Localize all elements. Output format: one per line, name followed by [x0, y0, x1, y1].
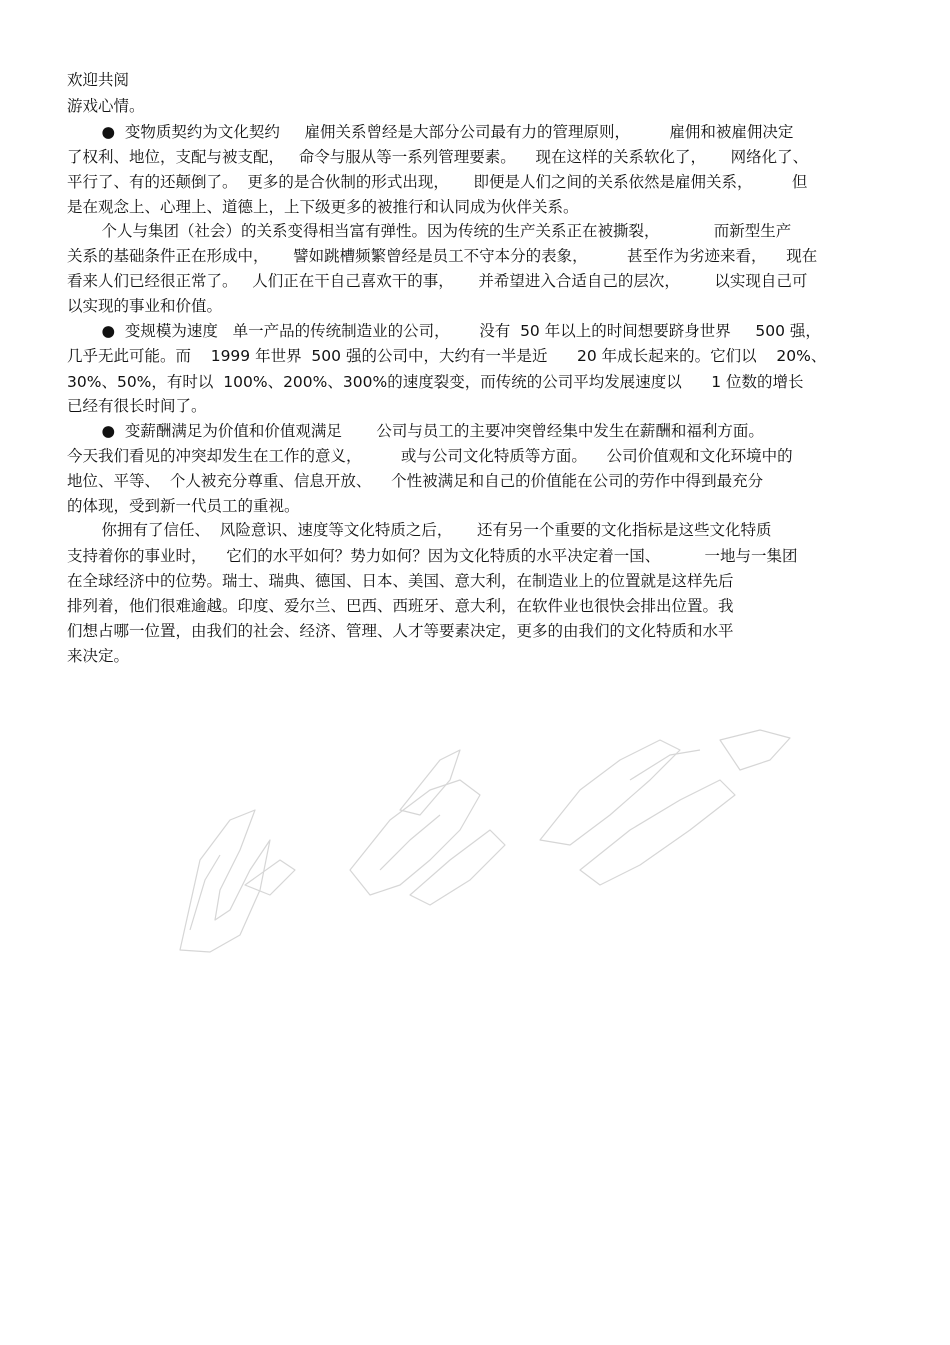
paragraph-1-line-1: ● 变物质契约为文化契约 雇佣关系曾经是大部分公司最有力的管理原则， 雇佣和被雇佣决定 — [67, 123, 794, 141]
paragraph-5-line-5: 们想占哪一位置，由我们的社会、经济、管理、人才等要素决定，更多的由我们的文化特质和水平 — [67, 622, 734, 640]
paragraph-2-line-3: 看来人们已经很正常了。 人们正在干自己喜欢干的事， 并希望进入合适自己的层次， 以实现自己可 — [67, 272, 808, 290]
paragraph-3-line-3: 30%、50%，有时以 100%、200%、300%的速度裂变，而传统的公司平均发展速度以 1 位数的增长 — [67, 373, 804, 391]
paragraph-4-line-3: 地位、平等、 个人被充分尊重、信息开放、 个性被满足和自己的价值能在公司的劳作中得到最充分 — [67, 472, 764, 490]
header-line-2: 游戏心情。 — [67, 97, 145, 115]
paragraph-5-line-2: 支持着你的事业时， 它们的水平如何？势力如何？因为文化特质的水平决定着一国、 一地与一集团 — [67, 547, 798, 565]
paragraph-1-line-2: 了权利、地位，支配与被支配， 命令与服从等一系列管理要素。 现在这样的关系软化了， 网络化了、 — [67, 148, 809, 166]
paragraph-4-line-4: 的体现，受到新一代员工的重视。 — [67, 497, 300, 515]
paragraph-5-line-4: 排列着，他们很难逾越。印度、爱尔兰、巴西、西班牙、意大利，在软件业也很快会排出位置。我 — [67, 597, 734, 615]
paragraph-1-line-3: 平行了、有的还颠倒了。 更多的是合伙制的形式出现， 即便是人们之间的关系依然是雇佣关系， 但 — [67, 173, 808, 191]
paragraph-5-line-3: 在全球经济中的位势。瑞士、瑞典、德国、日本、美国、意大利，在制造业上的位置就是这样先后 — [67, 572, 734, 590]
paragraph-4-line-2: 今天我们看见的冲突却发生在工作的意义， 或与公司文化特质等方面。 公司价值观和文化环境中的 — [67, 447, 793, 465]
watermark-graphic — [160, 720, 800, 960]
paragraph-5-line-1: 你拥有了信任、 风险意识、速度等文化特质之后， 还有另一个重要的文化指标是这些文化特质 — [67, 521, 772, 539]
paragraph-2-line-2: 关系的基础条件正在形成中， 譬如跳槽频繁曾经是员工不守本分的表象， 甚至作为劣迹来看， 现在 — [67, 247, 818, 265]
paragraph-3-line-2: 几乎无此可能。而 1999 年世界 500 强的公司中，大约有一半是近 20 年成长起来的。它们以 20%、 — [67, 347, 827, 365]
paragraph-2-line-4: 以实现的事业和价值。 — [67, 297, 223, 315]
paragraph-2-line-1: 个人与集团（社会）的关系变得相当富有弹性。因为传统的生产关系正在被撕裂， 而新型生产 — [67, 222, 792, 240]
paragraph-3-line-4: 已经有很长时间了。 — [67, 397, 207, 415]
paragraph-3-line-1: ● 变规模为速度 单一产品的传统制造业的公司， 没有 50 年以上的时间想要跻身世界 500 强， — [67, 322, 821, 340]
paragraph-1-line-4: 是在观念上、心理上、道德上，上下级更多的被推行和认同成为伙伴关系。 — [67, 198, 579, 216]
paragraph-5-line-6: 来决定。 — [67, 647, 130, 665]
header-line-1: 欢迎共阅 — [67, 71, 130, 89]
paragraph-4-line-1: ● 变薪酬满足为价值和价值观满足 公司与员工的主要冲突曾经集中发生在薪酬和福利方面。 — [67, 422, 764, 440]
